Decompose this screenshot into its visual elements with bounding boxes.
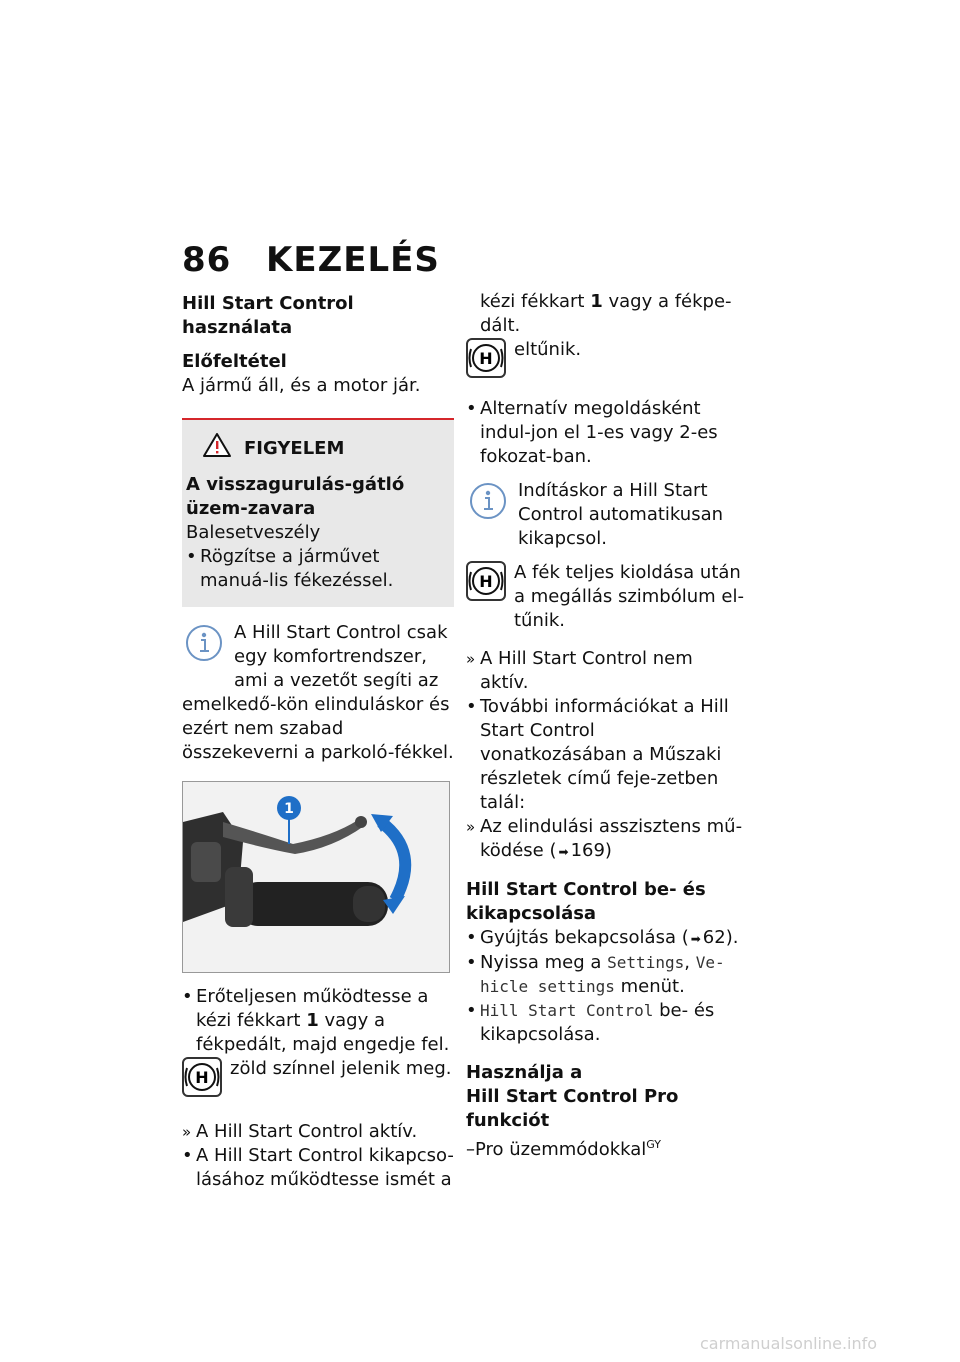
brake-lever-figure — [182, 781, 450, 973]
section3-title-line2: Hill Start Control Pro funkciót — [466, 1086, 679, 1131]
hill-hold-h-icon — [466, 338, 506, 385]
page-header — [182, 240, 440, 280]
info-icon — [182, 621, 226, 672]
svg-text:H: H — [195, 1068, 209, 1087]
page-reference-arrow-icon: ➡ — [690, 932, 701, 946]
info-text-2: Indításkor a Hill Start Control automatikusan kikapcsol. — [518, 480, 724, 549]
chapter-title: KEZELÉS — [266, 240, 440, 280]
figure-callout-1: 1 — [284, 801, 294, 817]
step-bullet-5: • Gyújtás bekapcsolása ( ➡ 62). — [466, 926, 744, 951]
page-number: 86 — [182, 240, 232, 280]
watermark: carmanualsonline.info — [700, 1334, 878, 1353]
page-link-62[interactable]: 62). — [702, 927, 739, 948]
hill-hold-text-1: zöld színnel jelenik meg. — [230, 1058, 452, 1079]
result-2: » A Hill Start Control nem aktív. — [466, 647, 744, 695]
step-bullet-6: • Nyissa meg a Settings, Ve-hicle settings menüt. — [466, 951, 744, 999]
step-bullet-7: • Hill Start Control be- és kikapcsolása. — [466, 999, 744, 1047]
warning-bullet: • Rögzítse a járművet manuá-lis fékezéssel. — [186, 545, 444, 593]
step-bullet-1: • Erőteljesen működtesse a kézi fékkart 1 vagy a fékpedált, majd engedje fel. — [182, 985, 454, 1057]
result-3: » Az elindulási asszisztens mű-ködése ( ➡ 169) — [466, 815, 744, 864]
precondition-text: A jármű áll, és a motor jár. — [182, 375, 421, 396]
hill-hold-text-2: eltűnik. — [514, 339, 582, 360]
warning-subtitle: Balesetveszély — [186, 522, 321, 543]
page-reference-arrow-icon: ➡ — [558, 845, 569, 859]
hill-hold-text-3: A fék teljes kioldása után a megállás szimbólum el-tűnik. — [514, 562, 744, 631]
hill-hold-h-icon — [466, 561, 506, 608]
menu-settings: Settings — [607, 953, 685, 972]
hill-hold-note-3 — [466, 561, 744, 633]
section3-title-line1: Használja a — [466, 1062, 583, 1083]
warning-label: FIGYELEM — [244, 437, 345, 459]
svg-text:H: H — [479, 572, 493, 591]
section2-title: Hill Start Control be- és kikapcsolása — [466, 879, 706, 924]
section-title: Hill Start Control használata — [182, 293, 354, 338]
page-link-169[interactable]: 169) — [570, 840, 612, 861]
hill-hold-h-icon — [182, 1057, 222, 1104]
info-note-2 — [466, 479, 744, 551]
svg-text:H: H — [479, 349, 493, 368]
step-bullet-4: • További információkat a Hill Start Control vonatkozásában a Műszaki részletek című feje-zetben talál: — [466, 695, 744, 815]
menu-hill-start-control: Hill Start Control — [480, 1001, 654, 1020]
info-icon — [466, 479, 510, 530]
hill-hold-note-2 — [466, 338, 744, 387]
continuation-text: kézi fékkart 1 vagy a fékpe-dált. — [480, 291, 732, 336]
left-column — [182, 290, 454, 1192]
menu-vehicle-settings: Ve-hicle settings — [480, 953, 725, 996]
section3-text: –Pro üzemmódokkal$^{GY}$ — [466, 1138, 661, 1160]
step-bullet-3: • Alternatív megoldásként indul-jon el 1-es vagy 2-es fokozat-ban. — [466, 397, 744, 469]
result-1: » A Hill Start Control aktív. — [182, 1120, 454, 1144]
info-note — [182, 621, 454, 765]
warning-box — [182, 418, 454, 607]
warning-triangle-icon — [202, 432, 232, 465]
step-bullet-2: • A Hill Start Control kikapcso-lásához működtesse ismét a — [182, 1144, 454, 1192]
warning-title: A visszagurulás-gátló üzem-zavara — [186, 474, 405, 519]
info-text: A Hill Start Control csak egy komfortrendszer, ami a vezetőt segíti az emelkedő-kön elinduláskor és ezért nem szabad összekeverni a parkoló-fékkel. — [182, 622, 454, 763]
precondition-title: Előfeltétel — [182, 351, 287, 372]
hill-hold-note-1 — [182, 1057, 454, 1106]
right-column — [466, 290, 744, 1162]
